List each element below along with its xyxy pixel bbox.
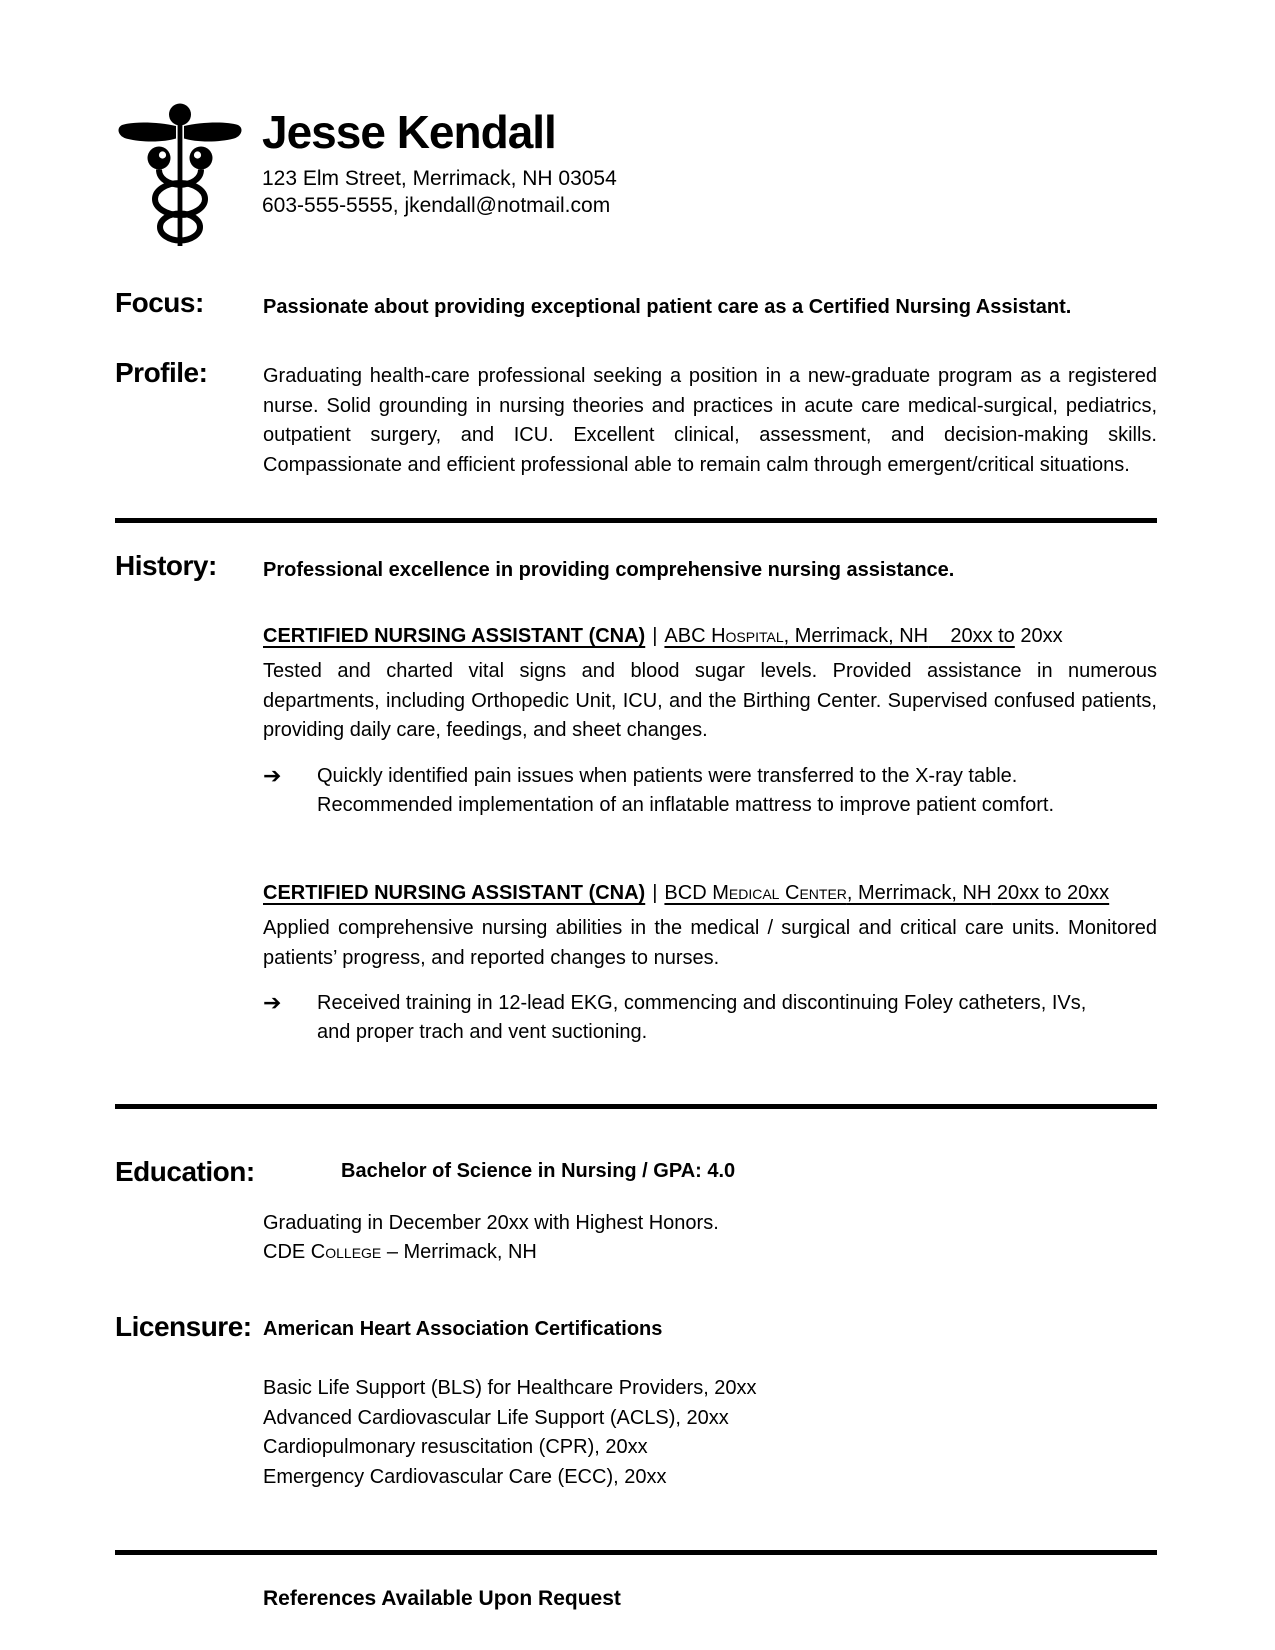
- profile-label: Profile:: [115, 357, 208, 389]
- arrow-bullet-icon: ➔: [263, 990, 282, 1016]
- job-dates: 20xx to: [928, 625, 1015, 648]
- references-line: References Available Upon Request: [263, 1586, 621, 1610]
- focus-section: [115, 288, 1157, 322]
- job-bullet-text: Quickly identified pain issues when patients were transferred to the X-ray table. Recommended implementation of an inflatable mattress to improve patient comfort.: [317, 764, 1055, 816]
- job-employer-location: , Merrimack, NH: [783, 625, 929, 648]
- job-description: Tested and charted vital signs and blood sugar levels. Provided assistance in numerous departments, including Orthopedic Unit, ICU, and the Birthing Center. Supervised confused patients, providing daily care, feedings, and sheet changes.: [263, 660, 1157, 742]
- licensure-item: Basic Life Support (BLS) for Healthcare Providers, 20xx: [263, 1377, 757, 1400]
- job-dates: 20xx to 20xx: [991, 882, 1110, 905]
- education-section: [115, 1157, 1157, 1266]
- job-entry: [263, 625, 1157, 820]
- licensure-item: Advanced Cardiovascular Life Support (ACLS), 20xx: [263, 1406, 729, 1429]
- job-employer: BCD Medical Center: [664, 882, 847, 905]
- caduceus-icon: [115, 98, 245, 246]
- job-title: CERTIFIED NURSING ASSISTANT (CNA): [263, 625, 646, 648]
- education-label: Education:: [115, 1155, 255, 1187]
- job-bullet: [263, 762, 1157, 821]
- school-line: [263, 1238, 1157, 1266]
- job-header: [263, 625, 1157, 648]
- job-dates-end: 20xx: [1014, 625, 1063, 648]
- job-bullet: [263, 989, 1157, 1048]
- arrow-bullet-icon: ➔: [263, 762, 282, 788]
- address-line: 123 Elm Street, Merrimack, NH 03054: [262, 167, 617, 191]
- section-divider: [115, 1104, 1157, 1109]
- graduation-line: Graduating in December 20xx with Highest Honors.: [263, 1212, 719, 1235]
- history-label: History:: [115, 549, 217, 581]
- licensure-item: Emergency Cardiovascular Care (ECC), 20xx: [263, 1465, 667, 1488]
- licensure-label: Licensure:: [115, 1311, 252, 1343]
- job-bullet-text: Received training in 12-lead EKG, commencing and discontinuing Foley catheters, IVs, and proper trach and vent suctioning.: [317, 992, 1087, 1044]
- header: [115, 98, 1157, 246]
- section-divider: [115, 1550, 1157, 1555]
- school-name: CDE College: [263, 1240, 382, 1263]
- focus-text: Passionate about providing exceptional patient care as a Certified Nursing Assistant.: [263, 296, 1072, 318]
- profile-section: [115, 358, 1157, 480]
- history-section: [115, 551, 1157, 1048]
- job-separator: |: [652, 625, 658, 648]
- job-description: Applied comprehensive nursing abilities in the medical / surgical and critical care units. Monitored patients’ progress, and reported changes to nurses.: [263, 917, 1157, 969]
- phone-email-line: 603-555-5555, jkendall@notmail.com: [262, 193, 611, 217]
- header-text: [262, 98, 617, 220]
- school-location: – Merrimack, NH: [381, 1240, 537, 1263]
- job-title: CERTIFIED NURSING ASSISTANT (CNA): [263, 882, 646, 905]
- section-divider: [115, 518, 1157, 523]
- history-intro: Professional excellence in providing comprehensive nursing assistance.: [263, 558, 955, 581]
- job-separator: |: [652, 882, 658, 905]
- profile-text: Graduating health-care professional seeking a position in a new-graduate program as a registered nurse. Solid grounding in nursing theories and practices in acute care medical-surgical, pediatrics, outpatient surgery, and ICU. Excellent clinical, assessment, and decision-making skills. Compassionate and efficient professional able to remain calm through emergent/critical situations.: [263, 365, 1157, 476]
- focus-label: Focus:: [115, 287, 204, 318]
- degree-line: Bachelor of Science in Nursing / GPA: 4.0: [341, 1159, 736, 1182]
- licensure-heading: American Heart Association Certifications: [263, 1318, 663, 1341]
- job-employer: ABC Hospital: [664, 625, 784, 648]
- job-header: [263, 882, 1157, 905]
- person-name: Jesse Kendall: [262, 106, 556, 158]
- job-employer-location: , Merrimack, NH: [846, 882, 992, 905]
- licensure-section: [115, 1312, 1157, 1492]
- licensure-item: Cardiopulmonary resuscitation (CPR), 20xx: [263, 1436, 648, 1459]
- job-entry: [263, 882, 1157, 1048]
